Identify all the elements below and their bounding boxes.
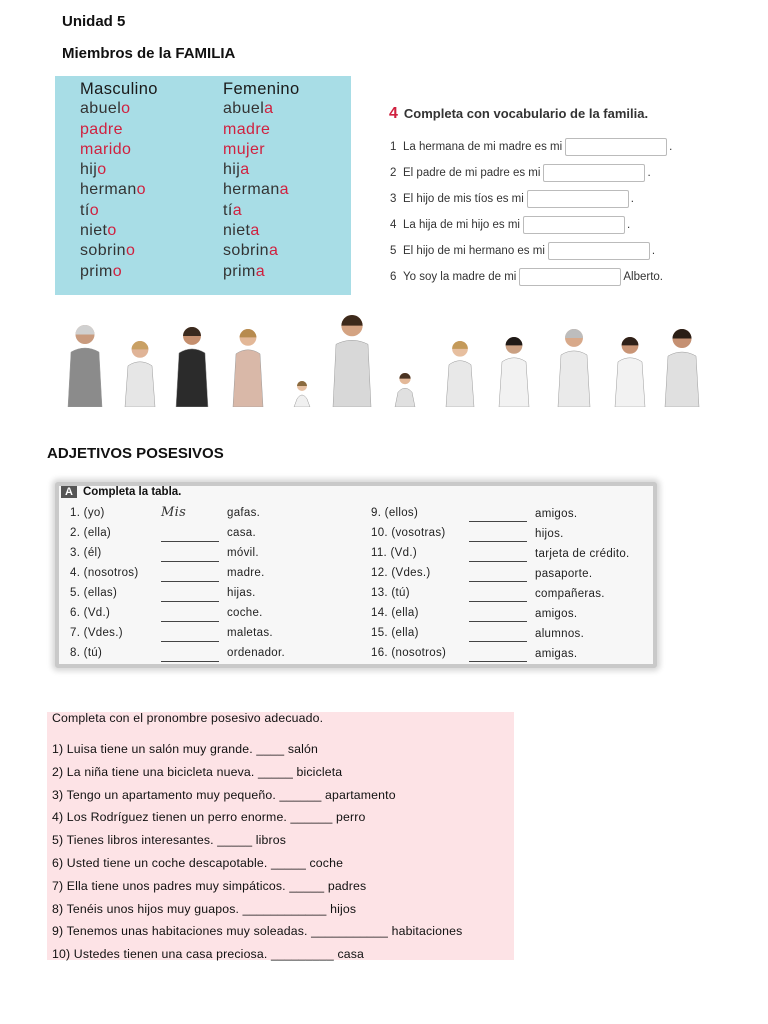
answer-field[interactable] [565,138,667,156]
table-pronoun: 4. (nosotros) [70,567,139,579]
exercise-4-item: 2 El padre de mi padre es mi . [390,163,651,183]
vocab-word: tía [223,201,243,219]
masculine-column [80,79,158,282]
table-pronoun: 5. (ellas) [70,587,118,599]
answer-blank[interactable] [161,580,219,582]
person-figure [176,327,208,407]
pronoun-exercise-item: 3) Tengo un apartamento muy pequeño. ______ apartamento [52,787,396,802]
table-noun: gafas. [227,507,261,519]
example-answer: Mis [161,505,187,520]
answer-blank[interactable] [469,600,527,602]
table-pronoun: 16. (nosotros) [371,647,447,659]
vocab-word: hermano [80,181,146,199]
feminine-column [223,79,300,282]
person-figure [615,337,645,407]
answer-blank[interactable] [161,620,219,622]
vocab-word: madre [223,120,271,138]
answer-blank[interactable] [469,660,527,662]
vocab-word: padre [80,120,123,138]
vocab-word: abuela [223,100,274,118]
family-photo-strip [52,307,722,407]
answer-blank[interactable] [161,640,219,642]
person-figure [665,329,699,407]
table-pronoun: 14. (ella) [371,607,419,619]
table-noun: alumnos. [535,628,585,640]
masculine-header: Masculino [80,80,158,98]
table-noun: móvil. [227,547,259,559]
table-pronoun: 12. (Vdes.) [371,567,431,579]
person-figure [395,373,415,407]
person-figure [499,337,529,407]
table-instruction [61,486,181,498]
table-noun: madre. [227,567,265,579]
vocab-word: sobrino [80,242,136,260]
answer-field[interactable] [519,268,621,286]
person-figure [558,329,590,407]
table-noun: pasaporte. [535,568,593,580]
answer-blank[interactable] [469,580,527,582]
person-figure [446,341,474,407]
exercise-4-item: 3 El hijo de mis tíos es mi . [390,189,634,209]
table-pronoun: 3. (él) [70,547,102,559]
table-noun: casa. [227,527,256,539]
table-noun: ordenador. [227,647,285,659]
table-noun: hijas. [227,587,256,599]
table-pronoun: 2. (ella) [70,527,112,539]
section-title: Miembros de la FAMILIA [62,45,236,62]
answer-blank[interactable] [161,560,219,562]
answer-blank[interactable] [161,660,219,662]
table-pronoun: 11. (Vd.) [371,547,417,559]
pronoun-exercise-item: 2) La niña tiene una bicicleta nueva. _____ bicicleta [52,764,343,779]
answer-blank[interactable] [161,540,219,542]
pronoun-exercise-item: 1) Luisa tiene un salón muy grande. ____ salón [52,742,318,756]
table-pronoun: 6. (Vd.) [70,607,111,619]
family-vocabulary-box [55,76,351,295]
vocab-word: tío [80,201,100,219]
table-noun: amigos. [535,508,578,520]
answer-blank[interactable] [469,640,527,642]
answer-blank[interactable] [469,560,527,562]
vocab-word: mujer [223,140,266,158]
person-figure [294,381,310,407]
vocab-word: sobrina [223,242,279,260]
pronoun-instruction: Completa con el pronombre posesivo adecuado. [52,711,324,725]
exercise-badge: A [61,486,77,498]
pronoun-exercise-item: 8) Tenéis unos hijos muy guapos. ____________ hijos [52,901,357,916]
table-pronoun: 9. (ellos) [371,507,419,519]
table-noun: compañeras. [535,588,605,600]
person-figure [233,329,263,407]
exercise-4-item: 5 El hijo de mi hermano es mi . [390,241,655,261]
table-pronoun: 10. (vosotras) [371,527,446,539]
pronoun-exercise-item: 4) Los Rodríguez tienen un perro enorme. ______ perro [52,810,366,825]
answer-blank[interactable] [469,620,527,622]
table-noun: amigas. [535,648,578,660]
answer-blank[interactable] [469,520,527,522]
vocab-word: nieta [223,222,260,240]
table-pronoun: 15. (ella) [371,627,419,639]
pronoun-exercise-item: 6) Usted tiene un coche descapotable. _____ coche [52,856,344,870]
exercise-4-title [389,105,648,123]
exercise-instruction: Completa con vocabulario de la familia. [403,106,649,121]
vocab-word: marido [80,140,132,158]
unit-title: Unidad 5 [62,13,126,30]
vocab-word: nieto [80,222,117,240]
vocab-word: hijo [80,161,107,179]
vocab-word: abuelo [80,100,131,118]
table-noun: tarjeta de crédito. [535,548,630,560]
pronoun-exercise-item: 10) Ustedes tienen una casa preciosa. _________ casa [52,947,365,962]
table-pronoun: 8. (tú) [70,647,103,659]
table-pronoun: 1. (yo) [70,507,105,519]
pronoun-exercise-item: 9) Tenemos unas habitaciones muy soleadas. ___________ habitaciones [52,924,463,939]
person-figure [125,341,155,407]
adjetivos-heading: ADJETIVOS POSESIVOS [47,445,224,462]
vocab-word: hija [223,161,250,179]
exercise-4-item: 4 La hija de mi hijo es mi . [390,215,630,235]
exercise-4-item: 6 Yo soy la madre de mi Alberto. [390,267,663,287]
table-noun: coche. [227,607,263,619]
answer-field[interactable] [548,242,650,260]
table-pronoun: 7. (Vdes.) [70,627,123,639]
person-figure [68,325,102,407]
person-figure [333,315,371,407]
vocab-word: prima [223,262,266,280]
table-noun: hijos. [535,528,564,540]
vocab-word: hermana [223,181,289,199]
pronoun-exercise-item: 7) Ella tiene unos padres muy simpáticos. _____ padres [52,878,367,893]
exercise-number: 4 [389,105,398,122]
answer-field[interactable] [523,216,625,234]
table-noun: maletas. [227,627,273,639]
vocab-word: primo [80,262,123,280]
pronoun-exercise-item: 5) Tienes libros interesantes. _____ libros [52,833,287,848]
feminine-header: Femenino [223,80,300,98]
table-instruction-text: Completa la tabla. [82,486,182,498]
exercise-4-item: 1 La hermana de mi madre es mi . [390,137,672,157]
answer-field[interactable] [543,164,645,182]
table-pronoun: 13. (tú) [371,587,410,599]
answer-field[interactable] [527,190,629,208]
answer-blank[interactable] [161,600,219,602]
table-noun: amigos. [535,608,578,620]
answer-blank[interactable] [469,540,527,542]
